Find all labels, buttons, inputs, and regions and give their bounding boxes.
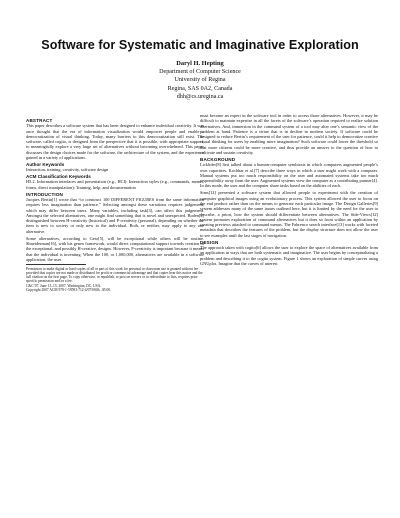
affiliation-line: University of Regina bbox=[174, 77, 226, 84]
copyright-line: Copyright 2007 ACM 978-1-59593-712-4/07/0006...$5.00. bbox=[26, 288, 112, 293]
continued-paragraph: must become an expert in the software tool in order to access those alternatives. However, it may be difficult to maintain expertise in all the facets of the software’s operation required to realize solution alternatives. And, immersion in the command system of a tool may alter one’s semantic view of the problem at hand. Patience is a virtue that is in decline in modern society. If software could be designed to reduce Bertin’s requirement of the user for patience, could it help to democratize creative visual thinking for users by enabling more imagination? Such software could lower the threshold so that more citizens could be more creative, and thus provide an answer to the question of how to cultivate and sustain creativity. bbox=[200, 113, 378, 156]
background-paragraph: Sims[12] presented a software system that allowed people to experiment with the creation of computer graphical images using an evolutionary process. This system allowed the user to focus on the end product rather than on the means to generate each particular image. The Design Galleries[9] system addresses many of the same issues outlined here, but it is limited by the need for the user to describe, a priori, how the system should differentiate between alternatives. The Side-Views[12] system promotes exploration of command alternatives but it does so from within an application by creating previews attached to command menus. The Fabrenco search interface[13] works with faceted metadata that describes the features of the problem, but the display structure does not allow the user to see examples until the last stages of navigation. bbox=[200, 190, 378, 238]
acm-heading: ACM Classification Keywords bbox=[26, 174, 91, 180]
left-column bbox=[26, 118, 204, 292]
affiliation-line: Regina, SAS 0A2, Canada bbox=[167, 85, 233, 92]
background-heading: BACKGROUND bbox=[200, 156, 236, 162]
abstract-text: This paper describes a software system that has been designed to enhance individual creativity. It was once thought that the era of information visualization would empower people and enable a democratization of visual thinking. Today, many barriers to this democratization still exist. The software, called cogito, is designed from the perspective that it is possible, with appropriate support, to meaningfully explore a very large set of alternatives without becoming overwhelmed. This paper discusses the design choices made for the software, the architecture of the system, and the experience gained in a variety of applications. bbox=[26, 123, 204, 161]
introduction-paragraph: Some alternatives, according to Gero[5], will be exceptional while others will be routine. Shneiderman[16], with his genex framework, would direct computational support towards creation of the exceptional, and possibly H-creative, designs. However, P-creativity is important because it means that the individual is inventing. When the 100, or 1,000,000, alternatives are available in a software application, the user bbox=[26, 235, 204, 262]
affiliation-line: Department of Computer Science bbox=[159, 69, 241, 76]
abstract-heading: ABSTRACT bbox=[26, 118, 53, 123]
conference-line: C&C’07, June 13–15, 2007, Washington, DC, USA. bbox=[26, 283, 102, 288]
footnote-rule bbox=[26, 264, 86, 265]
design-paragraph: The approach taken with cogito[6] allows the user to explore the space of alternatives available from an application in ways that are both systematic and imaginative. The user begins by conceptualizing a problem and describing it to the cogito system. Figure 1 shows an exploration of simple curves using GNUplot. Imagine that the curves of interest bbox=[200, 244, 378, 266]
keywords-text: Interaction, training, creativity, software design bbox=[26, 167, 109, 173]
introduction-heading: INTRODUCTION bbox=[26, 191, 64, 197]
author-email[interactable]: dhh@cs.uregina.ca bbox=[176, 93, 224, 100]
introduction-paragraph: Jacques Bertin[1] wrote that “to construct 100 DIFFERENT FIGURES from the same information requires less imagination than patience.” Selecting amongst these variations requires judgement, which may differ between users. Many variables, including task[3], can affect this judgement. Amongst the selected alternatives, one might find something that is novel and unexpected. Boden[2] distinguished between H-creativity (historical) and P-creativity (personal), depending on whether the item is new to society or only new to the individual. Both, or neither, may apply to any one alternative. bbox=[26, 196, 204, 234]
acm-text: H5.2. Information interfaces and presentation (e.g., HCI): Interaction styles (e.g., commands, menus, forms, direct manipulation); Training, help, and documentation bbox=[26, 179, 204, 190]
keywords-heading: Author Keywords bbox=[26, 161, 65, 167]
paper-title: Software for Systematic and Imaginative Exploration bbox=[41, 38, 359, 52]
design-heading: DESIGN bbox=[200, 239, 219, 245]
background-paragraph: Licklider[8] first talked about a human-computer symbiosis in which computers augmented people’s own capacities. Kochhar et al.[7] describe three ways in which a user might work with a computer. Manual systems put too much responsibility on the user and automated systems take too much responsibility away from the user. Augmented systems view the computer as a contributing partner[4]. In this mode, the user and the computer share tasks based on the abilities of each. bbox=[200, 162, 378, 189]
author-block bbox=[0, 60, 400, 101]
right-column bbox=[200, 113, 378, 268]
permission-footnote: Permission to make digital or hard copies of all or part of this work for personal or classroom use is granted without fee provided that copies are not made or distributed for profit or commercial advantage and that copies bear this notice and the full citation on the first page. To copy otherwise, or republish, to post on servers or to redistribute to lists, requires prior specific permission and/or a fee. bbox=[26, 266, 203, 284]
author-name: Daryl H. Hepting bbox=[176, 60, 224, 67]
